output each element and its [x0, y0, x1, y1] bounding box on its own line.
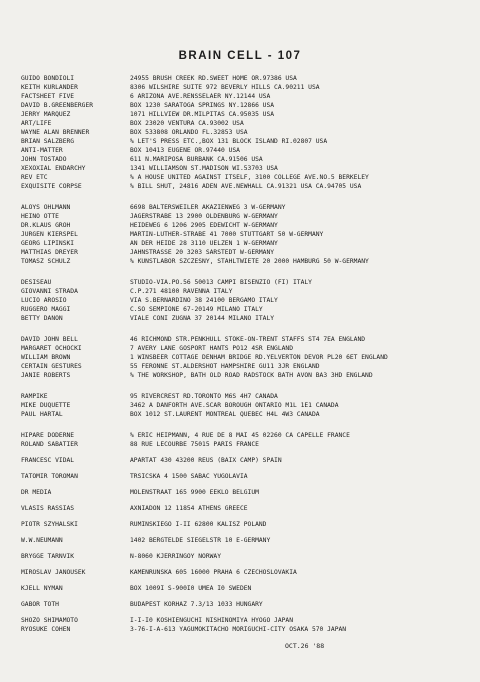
entry-name: GIOVANNI STRADA — [21, 288, 78, 295]
address-entry — [21, 92, 469, 101]
entry-name: REV ETC — [21, 174, 48, 181]
entry-name: DR.KLAUS GROH — [21, 222, 71, 229]
entry-name: PIOTR SZYHALSKI — [21, 521, 78, 528]
entry-address: STUDIO-VIA.PO.56 50013 CAMPI BISENZIO (FI) ITALY — [130, 279, 312, 286]
entry-address: 3462 A DANFORTH AVE.SCAR BOROUGH ONTARIO M1L 1E1 CANADA — [130, 402, 339, 409]
address-list — [21, 74, 469, 634]
entry-address: 8306 WILSHIRE SUITE 972 BEVERLY HILLS CA.90211 USA — [130, 84, 320, 91]
entry-address: N-8060 KJERRINGOY NORWAY — [130, 553, 221, 560]
entry-name: BRYGGE TARNVIK — [21, 553, 75, 560]
group-spacer — [21, 561, 469, 568]
group-spacer — [21, 513, 469, 520]
address-entry — [21, 504, 469, 513]
entry-name: HEINO OTTE — [21, 213, 59, 220]
entry-name: ALOYS OHLMANN — [21, 204, 71, 211]
entry-address: % A HOUSE UNITED AGAINST ITSELF, 3100 COLLEGE AVE.NO.5 BERKELEY — [130, 174, 369, 181]
address-entry — [21, 625, 469, 634]
entry-name: GEORG LIPINSKI — [21, 240, 75, 247]
entry-address: JAHNSTRASSE 20 3203 SARSTEDT W-GERMANY — [130, 249, 275, 256]
entry-name: EXQUISITE CORPSE — [21, 183, 82, 190]
address-entry — [21, 221, 469, 230]
group-spacer — [21, 465, 469, 472]
entry-address: MOLENSTRAAT 165 9900 EEKLO BELGIUM — [130, 489, 259, 496]
address-entry — [21, 314, 469, 323]
entry-address: KAMENRUNSKA 605 16000 PRAHA 6 CZECHOSLOVAKIA — [130, 569, 297, 576]
entry-address: 88 RUE LECOURBE 75015 PARIS FRANCE — [130, 441, 259, 448]
address-entry — [21, 362, 469, 371]
entry-address: % LET'S PRESS ETC.,BOX 131 BLOCK ISLAND RI.02807 USA — [130, 138, 328, 145]
entry-address: TRSICSKA 4 1500 SABAC YUGOLAVIA — [130, 473, 248, 480]
entry-name: MATTHIAS DREYER — [21, 249, 78, 256]
address-entry — [21, 520, 469, 529]
entry-address: 6 ARIZONA AVE.RENSSELAER NY.12144 USA — [130, 93, 271, 100]
address-entry — [21, 146, 469, 155]
entry-name: W.W.NEUMANN — [21, 537, 63, 544]
entry-address: % BILL SHUT, 24816 ADEN AVE.NEWHALL CA.91321 USA CA.94705 USA — [130, 183, 362, 190]
entry-name: FACTSHEET FIVE — [21, 93, 75, 100]
entry-address: APARTAT 430 43200 REUS (BAIX CAMP) SPAIN — [130, 457, 282, 464]
entry-address: HEIDEWEG 6 1206 2905 EDEWICHT W-GERMANY — [130, 222, 278, 229]
entry-name: DESISEAU — [21, 279, 52, 286]
group-spacer — [21, 380, 469, 392]
entry-name: ANTI-MATTER — [21, 147, 63, 154]
address-entry — [21, 278, 469, 287]
entry-address: BOX 10413 EUGENE OR.97440 USA — [130, 147, 240, 154]
address-entry — [21, 431, 469, 440]
entry-address: BOX 23020 VENTURA CA.93002 USA — [130, 120, 244, 127]
entry-address: RUMINSKIEGO I-II 62800 KALISZ POLAND — [130, 521, 267, 528]
entry-address: AN DER HEIDE 28 3110 UELZEN 1 W-GERMANY — [130, 240, 278, 247]
entry-address: 3-76-I-A-613 YAGUMOKITACHO MORIGUCHI-CITY OSAKA 570 JAPAN — [130, 626, 347, 633]
entry-name: ART/LIFE — [21, 120, 52, 127]
address-entry — [21, 128, 469, 137]
entry-address: BOX 1230 SARATOGA SPRINGS NY.12866 USA — [130, 102, 275, 109]
entry-name: WILLIAM BROWN — [21, 354, 71, 361]
group-spacer — [21, 449, 469, 456]
entry-address: MARTIN-LUTHER-STRABE 41 7000 STUTTGART 50 W-GERMANY — [130, 231, 324, 238]
entry-name: DAVID B.GREENBERGER — [21, 102, 94, 109]
address-entry — [21, 371, 469, 380]
address-entry — [21, 410, 469, 419]
entry-address: 6698 BALTERSWEILER AKAZIENWEG 3 W-GERMANY — [130, 204, 286, 211]
entry-address: % THE WORKSHOP, BATH OLD ROAD RADSTOCK BATH AVON BA3 3HD ENGLAND — [130, 372, 373, 379]
address-entry — [21, 584, 469, 593]
entry-name: KEITH KURLANDER — [21, 84, 78, 91]
entry-name: FRANCESC VIDAL — [21, 457, 75, 464]
entry-address: C.P.271 48100 RAVENNA ITALY — [130, 288, 233, 295]
address-entry — [21, 392, 469, 401]
group-spacer — [21, 481, 469, 488]
address-entry — [21, 536, 469, 545]
entry-address: 55 FERONNE ST.ALDERSHOT HAMPSHIRE GU11 3JR ENGLAND — [130, 363, 320, 370]
address-entry — [21, 137, 469, 146]
entry-address: 46 RICHMOND STR.PENKHULL STOKE-ON-TRENT STAFFS ST4 7EA ENGLAND — [130, 336, 366, 343]
entry-address: BUDAPEST KORHAZ 7.3/13 1033 HUNGARY — [130, 601, 263, 608]
entry-name: BRIAN SALZBERG — [21, 138, 75, 145]
address-entry — [21, 173, 469, 182]
address-entry — [21, 239, 469, 248]
entry-address: 24955 BRUSH CREEK RD.SWEET HOME OR.97386 USA — [130, 75, 297, 82]
address-entry — [21, 74, 469, 83]
entry-name: GUIDO BONDIOLI — [21, 75, 75, 82]
group-spacer — [21, 191, 469, 203]
entry-name: TATOMIR TOROMAN — [21, 473, 78, 480]
address-entry — [21, 101, 469, 110]
address-entry — [21, 257, 469, 266]
entry-name: JOHN TOSTADO — [21, 156, 67, 163]
document-date: OCT.26 '88 — [285, 642, 325, 650]
entry-address: I-I-I0 KOSHIENGUCHI NISHINOMIYA HYOGO JAPAN — [130, 617, 294, 624]
entry-name: MIKE DUQUETTE — [21, 402, 71, 409]
entry-name: KJELL NYMAN — [21, 585, 63, 592]
entry-address: 1402 BERGTELDE SIEGELSTR 10 E-GERMANY — [130, 537, 271, 544]
entry-address: % KUNSTLABOR SZCZESNY, STAHLTWIETE 20 2000 HAMBURG 50 W-GERMANY — [130, 258, 369, 265]
entry-name: RYOSUKE COHEN — [21, 626, 71, 633]
entry-address: BOX 1009I S-900I0 UMEA I0 SWEDEN — [130, 585, 252, 592]
address-entry — [21, 230, 469, 239]
entry-name: MARGARET OCHOCKI — [21, 345, 82, 352]
address-entry — [21, 344, 469, 353]
group-spacer — [21, 577, 469, 584]
entry-name: RUGGERO MAGGI — [21, 306, 71, 313]
entry-name: DR MEDIA — [21, 489, 52, 496]
entry-address: VIALE CONI ZUGNA 37 20144 MILANO ITALY — [130, 315, 275, 322]
entry-name: HIPARE DODERNE — [21, 432, 75, 439]
page-title: BRAIN CELL - 107 — [178, 50, 302, 62]
entry-address: C.SO SEMPIONE 67-20149 MILANO ITALY — [130, 306, 263, 313]
address-entry — [21, 552, 469, 561]
group-spacer — [21, 266, 469, 278]
group-spacer — [21, 593, 469, 600]
address-entry — [21, 600, 469, 609]
address-entry — [21, 472, 469, 481]
entry-address: VIA S.BERNARDINO 38 24100 BERGAMO ITALY — [130, 297, 278, 304]
address-entry — [21, 182, 469, 191]
entry-name: ROLAND SABATIER — [21, 441, 78, 448]
entry-name: JURGEN KIERSPEL — [21, 231, 78, 238]
address-entry — [21, 401, 469, 410]
entry-address: 611 N.MARIPOSA BURBANK CA.91506 USA — [130, 156, 263, 163]
entry-name: RAMPIKE — [21, 393, 48, 400]
entry-name: CERTAIN GESTURES — [21, 363, 82, 370]
address-entry — [21, 353, 469, 362]
entry-name: SHOZO SHIMAMOTO — [21, 617, 78, 624]
entry-name: BETTY DANON — [21, 315, 63, 322]
entry-name: MIROSLAV JANOUSEK — [21, 569, 86, 576]
group-spacer — [21, 419, 469, 431]
address-entry — [21, 488, 469, 497]
entry-name: DAVID JOHN BELL — [21, 336, 78, 343]
address-entry — [21, 155, 469, 164]
group-spacer — [21, 323, 469, 335]
entry-address: BOX 533808 ORLANDO FL.32853 USA — [130, 129, 248, 136]
entry-address: % ERIC HEIPMANN, 4 RUE DE 8 MAI 45 02260 CA CAPELLE FRANCE — [130, 432, 350, 439]
entry-name: TOMASZ SCHULZ — [21, 258, 71, 265]
address-entry — [21, 305, 469, 314]
entry-name: GABOR TOTH — [21, 601, 59, 608]
entry-name: PAUL HARTAL — [21, 411, 63, 418]
entry-address: 1341 WILLIAMSON ST.MADISON WI.53703 USA — [130, 165, 278, 172]
group-spacer — [21, 545, 469, 552]
address-entry — [21, 440, 469, 449]
entry-address: 95 RIVERCREST RD.TORONTO M6S 4H7 CANADA — [130, 393, 278, 400]
entry-name: JANIE ROBERTS — [21, 372, 71, 379]
entry-address: 7 AVERY LANE GOSPORT HANTS PO12 4SR ENGLAND — [130, 345, 294, 352]
entry-address: 1071 HILLVIEW DR.MILPITAS CA.95035 USA — [130, 111, 275, 118]
address-entry — [21, 568, 469, 577]
address-entry — [21, 296, 469, 305]
entry-name: VLASIS RASSIAS — [21, 505, 75, 512]
entry-address: AXNIADON 12 11854 ATHENS GREECE — [130, 505, 248, 512]
address-entry — [21, 456, 469, 465]
address-entry — [21, 287, 469, 296]
address-entry — [21, 164, 469, 173]
entry-name: XEXOXIAL ENDARCHY — [21, 165, 86, 172]
entry-address: JAGERSTRABE 13 2900 OLDENBURG W-GERMANY — [130, 213, 278, 220]
entry-name: LUCIO AROSIO — [21, 297, 67, 304]
entry-name: JERRY MARQUEZ — [21, 111, 71, 118]
entry-address: BOX 1012 ST.LAURENT MONTREAL QUEBEC H4L 4W3 CANADA — [130, 411, 320, 418]
entry-address: 1 WINSBEER COTTAGE DENHAM BRIDGE RD.YELVERTON DEVOR PL20 6ET ENGLAND — [130, 354, 388, 361]
group-spacer — [21, 529, 469, 536]
address-entry — [21, 83, 469, 92]
address-entry — [21, 110, 469, 119]
address-entry — [21, 212, 469, 221]
address-entry — [21, 248, 469, 257]
group-spacer — [21, 609, 469, 616]
address-entry — [21, 616, 469, 625]
address-entry — [21, 335, 469, 344]
address-entry — [21, 119, 469, 128]
address-entry — [21, 203, 469, 212]
group-spacer — [21, 497, 469, 504]
entry-name: WAYNE ALAN BRENNER — [21, 129, 90, 136]
